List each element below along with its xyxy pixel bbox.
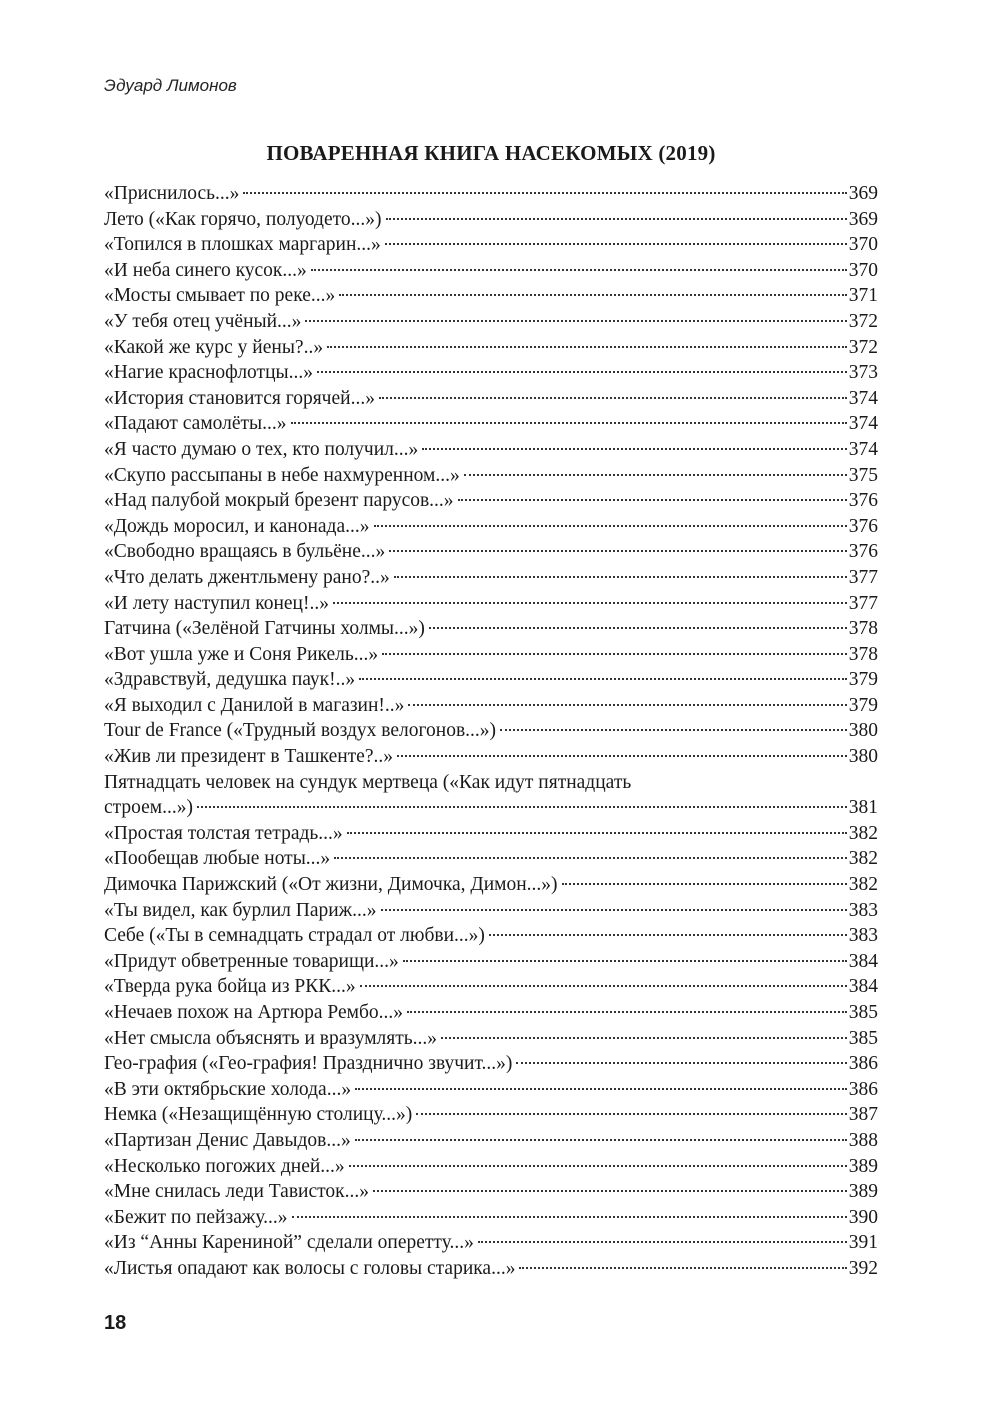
toc-entry bbox=[104, 1000, 878, 1026]
dot-leader bbox=[382, 653, 847, 655]
dot-leader bbox=[407, 1011, 847, 1013]
toc-entry-title: Димочка Парижский («От жизни, Димочка, Димон...») bbox=[104, 874, 558, 896]
toc-entry-page: 391 bbox=[848, 1232, 878, 1254]
toc-entry bbox=[104, 1026, 878, 1052]
toc-entry-continuation bbox=[104, 795, 878, 821]
dot-leader bbox=[291, 422, 847, 424]
dot-leader bbox=[441, 1037, 847, 1039]
toc-entry-title: «Мне снилась леди Тависток...» bbox=[104, 1181, 369, 1203]
toc-entry-title: «Здравствуй, дедушка паук!..» bbox=[104, 669, 356, 691]
dot-leader bbox=[347, 832, 847, 834]
toc-entry-page: 385 bbox=[848, 1002, 878, 1023]
toc-entry bbox=[104, 309, 878, 335]
toc-entry-title: Гатчина («Зелёной Гатчины холмы...») bbox=[104, 618, 425, 640]
toc-entry bbox=[104, 1102, 878, 1128]
toc-entry-title: «И лету наступил конец!..» bbox=[104, 592, 329, 614]
toc-entry-title: «Пообещав любые ноты...» bbox=[104, 848, 331, 870]
toc-entry-page: 390 bbox=[848, 1206, 878, 1228]
toc-entry bbox=[104, 872, 878, 898]
toc-entry-page: 370 bbox=[848, 234, 878, 256]
dot-leader bbox=[349, 1165, 847, 1167]
toc-entry bbox=[104, 898, 878, 924]
toc-entry-page: 382 bbox=[848, 848, 878, 870]
dot-leader bbox=[408, 704, 846, 706]
toc-entry-page: 382 bbox=[848, 822, 878, 844]
toc-entry-title: «Партизан Денис Давыдов...» bbox=[104, 1129, 351, 1151]
toc-entry-page: 382 bbox=[848, 874, 878, 896]
dot-leader bbox=[464, 474, 847, 476]
toc-entry-page: 383 bbox=[848, 925, 878, 947]
section-title: ПОВАРЕННАЯ КНИГА НАСЕКОМЫХ (2019) bbox=[266, 141, 716, 165]
toc-entry-page: 386 bbox=[848, 1078, 878, 1100]
toc-entry-page: 374 bbox=[848, 438, 878, 460]
toc-entry-title: «Мосты смывает по реке...» bbox=[104, 285, 336, 307]
toc-entry bbox=[104, 488, 878, 514]
toc-entry bbox=[104, 514, 878, 540]
dot-leader bbox=[305, 320, 846, 322]
toc-entry-page: 379 bbox=[848, 694, 878, 716]
toc-entry bbox=[104, 974, 878, 1000]
toc-entry-page: 369 bbox=[848, 208, 878, 230]
toc-entry-title: «У тебя отец учёный...» bbox=[104, 310, 302, 332]
dot-leader bbox=[394, 576, 847, 578]
toc-entry bbox=[104, 539, 878, 565]
dot-leader bbox=[243, 192, 846, 194]
dot-leader bbox=[197, 806, 847, 808]
toc-entry bbox=[104, 1077, 878, 1103]
toc-entry-page: 379 bbox=[848, 669, 878, 691]
toc-entry-title: «Нагие краснофлотцы...» bbox=[104, 362, 313, 384]
toc-entry bbox=[104, 437, 878, 463]
toc-entry-title: «Нет смысла объяснять и вразумлять...» bbox=[104, 1027, 438, 1049]
dot-leader bbox=[478, 1241, 847, 1243]
toc-entry bbox=[104, 258, 878, 284]
dot-leader bbox=[334, 857, 847, 859]
toc-entry-page: 375 bbox=[848, 464, 878, 486]
toc-entry-page: 374 bbox=[848, 387, 878, 409]
toc-entry-page: 371 bbox=[848, 285, 878, 307]
toc-entry-title: «История становится горячей...» bbox=[104, 387, 375, 409]
toc-entry bbox=[104, 693, 878, 719]
dot-leader bbox=[373, 1190, 847, 1192]
toc-entry-title: «Над палубой мокрый брезент парусов...» bbox=[104, 490, 454, 512]
dot-leader bbox=[397, 755, 847, 757]
toc-entry-page: 376 bbox=[848, 541, 878, 563]
dot-leader bbox=[359, 678, 847, 680]
toc-entry-page: 386 bbox=[848, 1053, 878, 1075]
toc-entry bbox=[104, 1256, 878, 1282]
toc-entry bbox=[104, 744, 878, 770]
toc-entry-page: 383 bbox=[848, 899, 878, 921]
toc-entry-title: «Ты видел, как бурлил Париж...» bbox=[104, 899, 377, 921]
dot-leader bbox=[403, 960, 847, 962]
toc-entry bbox=[104, 616, 878, 642]
toc-entry bbox=[104, 1128, 878, 1154]
toc-entry-title: Гео-графия («Гео-графия! Празднично звучит...») bbox=[104, 1053, 513, 1075]
toc-entry bbox=[104, 642, 878, 668]
toc-entry bbox=[104, 667, 878, 693]
toc-entry bbox=[104, 1154, 878, 1180]
toc-entry-title: «Тверда рука бойца из РКК...» bbox=[104, 976, 356, 998]
toc-entry-page: 373 bbox=[848, 362, 878, 384]
dot-leader bbox=[355, 1139, 847, 1141]
toc-entry-page: 378 bbox=[848, 618, 878, 640]
toc-entry-title: «Нечаев похож на Артюра Рембо...» bbox=[104, 1002, 404, 1023]
running-header: Эдуард Лимонов bbox=[104, 76, 237, 95]
toc-entry-title: «Что делать джентльмену рано?..» bbox=[104, 566, 390, 588]
toc-entry-title: Пятнадцать человек на сундук мертвеца («Как идут пятнадцать bbox=[104, 771, 632, 793]
toc-entry-title: «Простая толстая тетрадь...» bbox=[104, 822, 343, 844]
toc-entry-page: 389 bbox=[848, 1155, 878, 1177]
dot-leader bbox=[339, 294, 847, 296]
dot-leader bbox=[374, 525, 847, 527]
toc-entry-title: «Несколько погожих дней...» bbox=[104, 1155, 345, 1177]
dot-leader bbox=[311, 269, 847, 271]
toc-entry-title-continuation: строем...») bbox=[104, 797, 194, 819]
dot-leader bbox=[381, 909, 847, 911]
page-number: 18 bbox=[104, 1312, 127, 1334]
toc-entry-page: 385 bbox=[848, 1027, 878, 1049]
toc-entry-title: «Какой же курс у йены?..» bbox=[104, 336, 324, 358]
toc-entry bbox=[104, 411, 878, 437]
toc-entry bbox=[104, 1051, 878, 1077]
toc-entry-title: «Листья опадают как волосы с головы старика...» bbox=[104, 1257, 516, 1279]
toc-entry bbox=[104, 463, 878, 489]
toc-entry-title: «Топился в плошках маргарин...» bbox=[104, 234, 381, 256]
toc-entry-page: 377 bbox=[848, 566, 878, 588]
toc-entry-title: «Вот ушла уже и Соня Рикель...» bbox=[104, 643, 379, 665]
toc-entry bbox=[104, 718, 878, 744]
toc-entry-title: «Из “Анны Карениной” сделали оперетту...» bbox=[104, 1232, 474, 1254]
dot-leader bbox=[422, 448, 846, 450]
dot-leader bbox=[489, 934, 847, 936]
toc-entry-title: Себе («Ты в семнадцать страдал от любви...») bbox=[104, 925, 485, 947]
toc-entry bbox=[104, 565, 878, 591]
toc-entry bbox=[104, 232, 878, 258]
toc-entry-title: «И неба синего кусок...» bbox=[104, 259, 307, 281]
dot-leader bbox=[562, 883, 847, 885]
toc-entry-title: «Жив ли президент в Ташкенте?..» bbox=[104, 746, 393, 768]
toc-entry-page: 376 bbox=[848, 490, 878, 512]
toc-entry bbox=[104, 360, 878, 386]
toc-entry-title: «Придут обветренные товарищи...» bbox=[104, 950, 399, 972]
toc-entry bbox=[104, 591, 878, 617]
table-of-contents bbox=[104, 181, 878, 1282]
dot-leader bbox=[355, 1088, 847, 1090]
toc-entry-page: 384 bbox=[848, 976, 878, 998]
toc-entry-page: 372 bbox=[848, 310, 878, 332]
dot-leader bbox=[389, 550, 847, 552]
toc-entry-title: «Скупо рассыпаны в небе нахмуренном...» bbox=[104, 464, 460, 486]
toc-entry bbox=[104, 821, 878, 847]
toc-entry-title: Лето («Как горячо, полуодето...») bbox=[104, 208, 382, 230]
toc-entry-title: «Приснилось...» bbox=[104, 183, 240, 204]
toc-entry-page: 374 bbox=[848, 413, 878, 435]
dot-leader bbox=[327, 346, 847, 348]
toc-entry-title: «В эти октябрьские холода...» bbox=[104, 1078, 352, 1100]
toc-entry-title: «Я часто думаю о тех, кто получил...» bbox=[104, 438, 419, 460]
toc-entry-page: 372 bbox=[848, 336, 878, 358]
toc-entry-page: 369 bbox=[848, 183, 878, 204]
dot-leader bbox=[333, 602, 847, 604]
toc-entry-page: 381 bbox=[848, 797, 878, 819]
toc-entry bbox=[104, 770, 878, 796]
toc-entry-title: «Падают самолёты...» bbox=[104, 413, 287, 435]
dot-leader bbox=[416, 1113, 847, 1115]
dot-leader bbox=[429, 627, 847, 629]
toc-entry bbox=[104, 1230, 878, 1256]
dot-leader bbox=[292, 1216, 847, 1218]
dot-leader bbox=[500, 729, 847, 731]
toc-entry-title: «Дождь моросил, и канонада...» bbox=[104, 515, 370, 537]
toc-entry-page: 377 bbox=[848, 592, 878, 614]
toc-entry-title: Tour de France («Трудный воздух велогонов...») bbox=[104, 720, 497, 742]
toc-entry-page: 380 bbox=[848, 720, 878, 742]
toc-entry bbox=[104, 283, 878, 309]
toc-entry-page: 392 bbox=[848, 1257, 878, 1279]
toc-entry-page: 378 bbox=[848, 643, 878, 665]
dot-leader bbox=[516, 1062, 846, 1064]
toc-entry bbox=[104, 1179, 878, 1205]
dot-leader bbox=[360, 985, 847, 987]
toc-entry-page: 370 bbox=[848, 259, 878, 281]
dot-leader bbox=[317, 371, 847, 373]
toc-entry bbox=[104, 1205, 878, 1231]
toc-entry bbox=[104, 335, 878, 361]
dot-leader bbox=[386, 218, 847, 220]
toc-entry-title: «Бежит по пейзажу...» bbox=[104, 1206, 288, 1228]
dot-leader bbox=[458, 499, 847, 501]
dot-leader bbox=[519, 1267, 846, 1269]
toc-entry-title: «Я выходил с Данилой в магазин!..» bbox=[104, 694, 405, 716]
toc-entry bbox=[104, 923, 878, 949]
toc-entry bbox=[104, 949, 878, 975]
toc-entry-page: 389 bbox=[848, 1181, 878, 1203]
toc-entry bbox=[104, 846, 878, 872]
toc-entry-page: 387 bbox=[848, 1104, 878, 1126]
toc-entry-page: 384 bbox=[848, 950, 878, 972]
toc-entry-page: 376 bbox=[848, 515, 878, 537]
toc-entry-title: «Свободно вращаясь в бульёне...» bbox=[104, 541, 386, 563]
dot-leader bbox=[385, 243, 847, 245]
toc-entry bbox=[104, 181, 878, 207]
toc-entry-page: 388 bbox=[848, 1129, 878, 1151]
toc-entry-title: Немка («Незащищённую столицу...») bbox=[104, 1104, 413, 1126]
toc-entry bbox=[104, 207, 878, 233]
dot-leader bbox=[379, 397, 847, 399]
toc-entry-page: 380 bbox=[848, 746, 878, 768]
toc-entry bbox=[104, 386, 878, 412]
